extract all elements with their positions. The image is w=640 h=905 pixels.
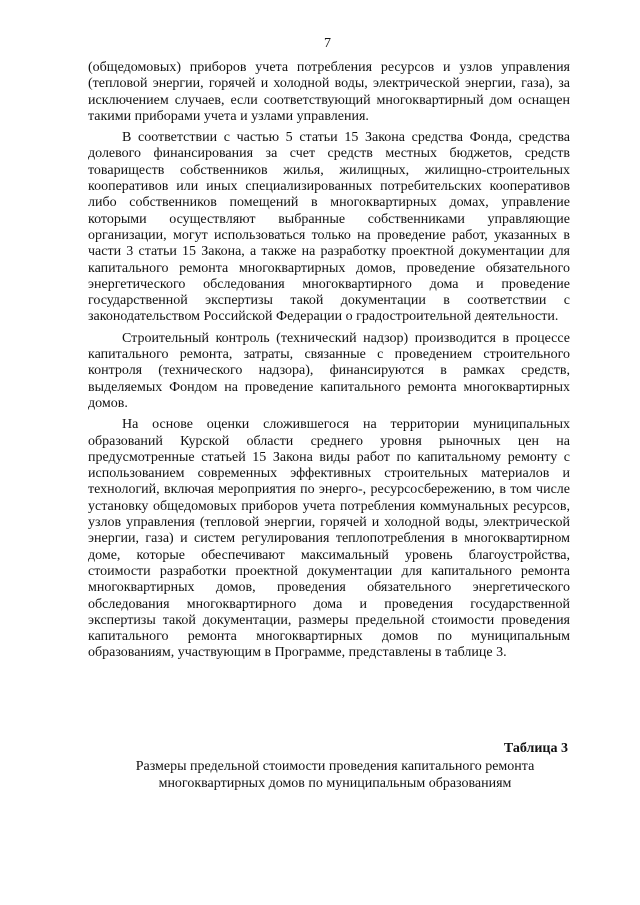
paragraph-price-assessment: На основе оценки сложившегося на территории муниципальных образований Курской области среднего уровня рыночных цен на предусмотренные статьей 15 Закона виды работ по капитальному ремонту с использованием современных эффективных строительных материалов и технологий, включая мероприятия по энерго-, ресурсосбережению, в том числе установку общедомовых приборов учета потребления коммунальных ресурсов, узлов управления (тепловой энергии, горячей и холодной воды, электрической энергии, газа) и систем регулирования теплопотребления в многоквартирном доме, которые обеспечивают максимальный уровень благоустройства, стоимости разработки проектной документации для капитального ремонта многоквартирных домов, проведения обязательного энергетического обследования многоквартирного дома и проведения государственной экспертизы такой документации, размеры предельной стоимости проведения капитального ремонта многоквартирных домов по муниципальным образованиям, участвующим в Программе, представлены в таблице 3. bbox=[88, 417, 570, 661]
body-text bbox=[88, 60, 570, 667]
table-caption-line-1: Размеры предельной стоимости проведения капитального ремонта bbox=[135, 759, 535, 774]
page-number: 7 bbox=[324, 36, 331, 51]
table-label: Таблица 3 bbox=[503, 741, 568, 756]
paragraph-construction-control: Строительный контроль (технический надзор) производится в процессе капитального ремонта, затраты, связанные с проведением строительного контроля (технического надзора), финансируются в рамках средств, выделяемых Фондом на проведение капитального ремонта многоквартирных домов. bbox=[88, 330, 570, 411]
paragraph-fund-usage: В соответствии с частью 5 статьи 15 Закона средства Фонда, средства долевого финансирования за счет средств местных бюджетов, средств товариществ собственников жилья, жилищных, жилищно-строительных кооперативов или иных специализированных потребительских кооперативов либо собственников помещений в многоквартирных домах, управление которыми осуществляют выбранные собственниками управляющие организации, могут использоваться только на проведение работ, указанных в части 3 статьи 15 Закона, а также на разработку проектной документации для капитального ремонта многоквартирных домов, проведение обязательного энергетического обследования многоквартирного дома и проведение государственной экспертизы такой документации в соответствии с законодательством Российской Федерации о градостроительной деятельности. bbox=[88, 130, 570, 325]
table-caption bbox=[120, 758, 550, 792]
paragraph-continuation: (общедомовых) приборов учета потребления ресурсов и узлов управления (тепловой энергии, горячей и холодной воды, электрической энергии, газа), за исключением случаев, если соответствующий многоквартирный дом оснащен такими приборами учета и узлами управления. bbox=[88, 60, 570, 124]
table-caption-line-2: многоквартирных домов по муниципальным образованиям bbox=[158, 776, 512, 791]
